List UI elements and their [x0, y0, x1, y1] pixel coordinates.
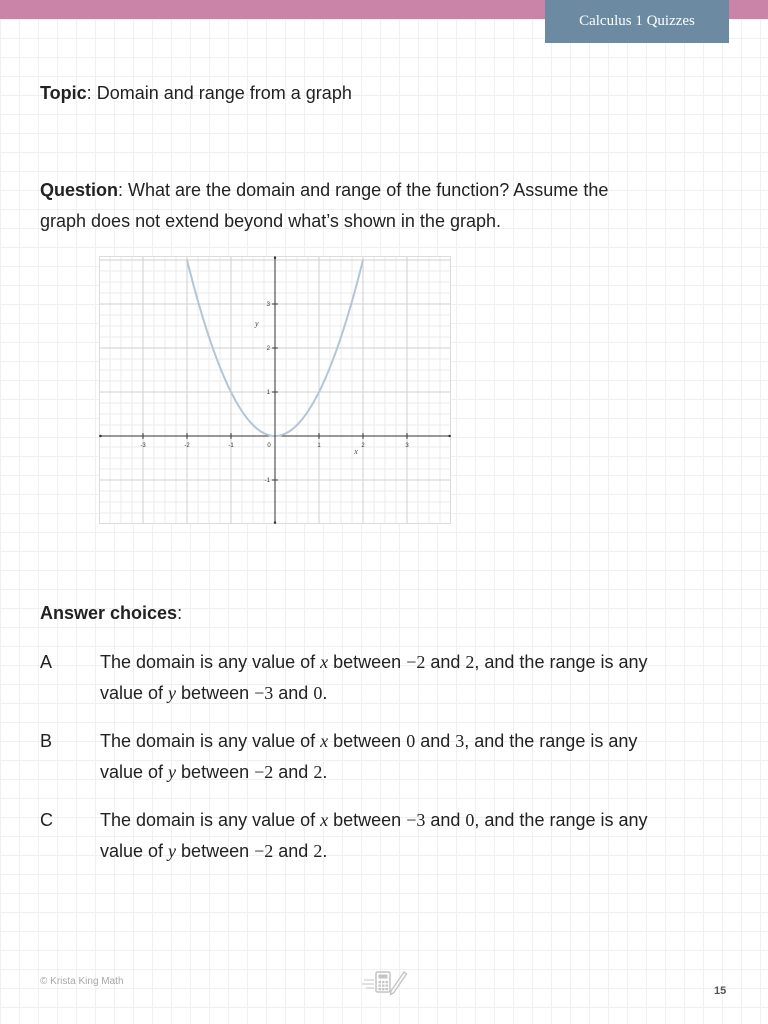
question-line-1 [40, 175, 608, 206]
question-label: Question [40, 180, 119, 200]
question-text-1: What are the domain and range of the function? Assume the [123, 180, 609, 200]
x-tick-label: -3 [140, 443, 146, 449]
choice-a-line-1: The domain is any value of x between −2 and 2, and the range is any [100, 652, 648, 672]
y-axis-bottom-arrow [274, 521, 276, 523]
topic-line [40, 78, 352, 109]
y-tick-label: 1 [266, 390, 270, 396]
x-tick-label: 3 [405, 443, 409, 449]
x-tick-label: -1 [228, 443, 234, 449]
choice-a-text[interactable] [100, 647, 740, 709]
y-axis-top-arrow [274, 257, 276, 259]
function-graph [99, 256, 451, 524]
question-line-2 [40, 206, 501, 237]
y-tick-label: 3 [266, 302, 270, 308]
choice-c-line-1: The domain is any value of x between −3 and 0, and the range is any [100, 810, 648, 830]
header-tab [545, 0, 729, 43]
x-axis-right-arrow [448, 435, 450, 437]
choice-c-letter[interactable]: C [40, 810, 53, 830]
y-axis-label: y [255, 319, 259, 328]
x-tick-label: 2 [361, 443, 365, 449]
topic-label: Topic [40, 83, 87, 103]
x-axis-left-arrow [99, 435, 101, 437]
x-tick-label: 1 [317, 443, 321, 449]
copyright-text: © Krista King Math [40, 976, 124, 987]
choice-a-line-2: value of y between −3 and 0. [100, 683, 328, 703]
topic-text: Domain and range from a graph [91, 83, 352, 103]
choice-b-text[interactable] [100, 726, 740, 788]
x-axis-label: x [354, 447, 358, 456]
header-tab-label: Calculus 1 Quizzes [579, 13, 695, 29]
answer-choices-separator: : [177, 603, 183, 623]
y-tick-label: 2 [266, 346, 270, 352]
page-number: 15 [714, 985, 727, 997]
choice-c-text[interactable] [100, 805, 740, 867]
answer-choices-label: Answer choices [40, 603, 178, 623]
graph-axes [99, 256, 451, 524]
answer-choices-heading [40, 598, 182, 629]
x-tick-label: 0 [267, 443, 271, 449]
y-tick-label: -1 [264, 478, 270, 484]
calculator-pencil-icon [360, 966, 408, 998]
question-text-2: graph does not extend beyond what’s shown in the graph. [40, 211, 501, 231]
topic-separator: : [86, 83, 92, 103]
question-separator: : [118, 180, 124, 200]
choice-c-line-2: value of y between −2 and 2. [100, 841, 328, 861]
choice-a-letter[interactable]: A [40, 652, 53, 672]
choice-b-line-1: The domain is any value of x between 0 and 3, and the range is any [100, 731, 638, 751]
choice-b-letter[interactable]: B [40, 731, 53, 751]
x-tick-label: -2 [184, 443, 190, 449]
choice-b-line-2: value of y between −2 and 2. [100, 762, 328, 782]
